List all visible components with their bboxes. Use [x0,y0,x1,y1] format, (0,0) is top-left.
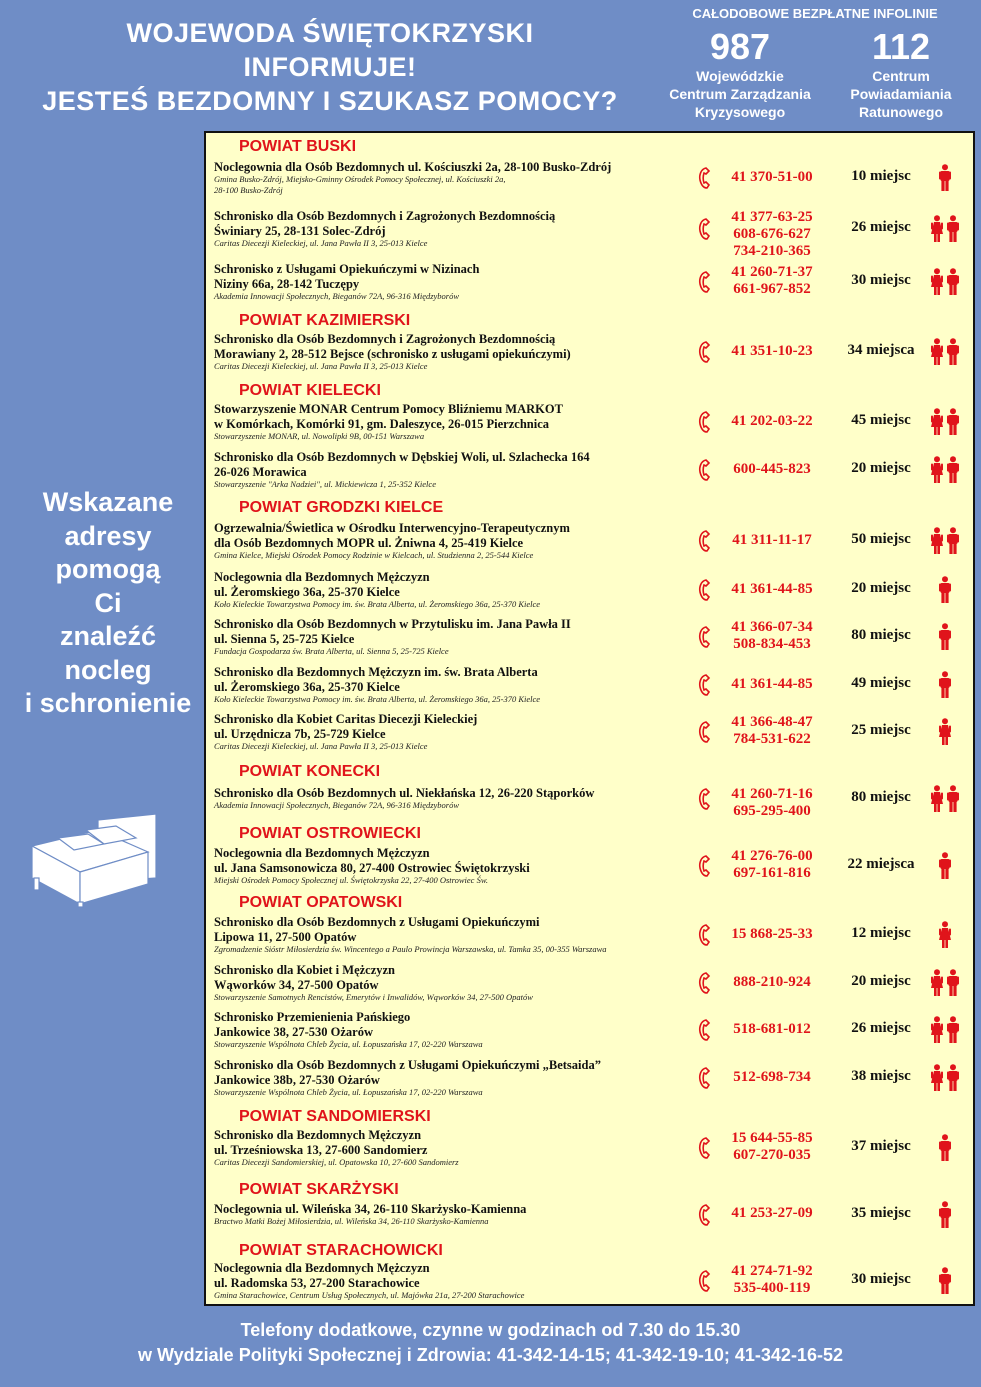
shelter-entry [206,1058,973,1098]
phone-number[interactable]: 41 276-76-00 [731,848,813,864]
phone-number[interactable]: 607-270-035 [733,1147,811,1163]
shelter-name [214,402,679,432]
shelter-name-line: Noclegownia dla Bezdomnych Mężczyzn [214,1261,430,1275]
male-person-icon [926,623,966,651]
places-count: 26 miejsc [851,219,911,235]
shelter-name-line: Noclegownia dla Bezdomnych Mężczyzn [214,846,430,860]
shelter-name [214,617,679,647]
phone-numbers [714,786,830,820]
phone-number[interactable]: 697-161-816 [733,865,811,881]
shelter-name-line: ul. Żeromskiego 36a, 25-370 Kielce [214,680,400,694]
phone-icon [698,459,712,486]
shelter-operator-line: Stowarzyszenie MONAR, ul. Nowolipki 9B, 00-151 Warszawa [214,431,425,441]
phone-icon [698,924,712,951]
phone-icon [698,1067,712,1094]
shelter-operator-line: Koło Kieleckie Towarzystwa Pomocy im. św. Brata Alberta, ul. Żeromskiego 36a, 25-370 Kielce [214,599,541,609]
shelter-name [214,1010,679,1040]
hotline-112 [816,27,981,121]
phone-number[interactable]: 15 868-25-33 [731,926,813,942]
shelter-entry [206,209,973,259]
female-person-icon [926,921,966,949]
side-text-line: i schronienie [24,688,192,718]
hotline-desc-line: Centrum Zarządzania [669,86,811,102]
shelter-operator [214,1290,679,1301]
places-count: 35 miejsc [851,1205,911,1221]
phone-icon [698,579,712,606]
places-count: 45 miejsc [851,412,911,428]
both-person-icon [926,1064,966,1092]
phone-number[interactable]: 41 260-71-37 [731,264,813,280]
footer [0,1318,981,1368]
phone-numbers [714,1130,830,1164]
infolines-heading: CAŁODOBOWE BEZPŁATNE INFOLINIE [692,6,938,21]
shelter-name-line: Morawiany 2, 28-512 Bejsce (schronisko z usługami opiekuńczymi) [214,347,571,361]
shelter-name-line: ul. Jana Samsonowicza 80, 27-400 Ostrowiec Świętokrzyski [214,861,530,875]
footer-line: Telefony dodatkowe, czynne w godzinach od 7.30 do 15.30 [240,1320,741,1340]
phone-number[interactable]: 41 377-63-25 [731,209,813,225]
places-count: 20 miejsc [851,580,911,596]
section-heading: POWIAT KAZIMIERSKI [239,312,411,329]
shelter-name-line: Lipowa 11, 27-500 Opatów [214,930,357,944]
both-person-icon [926,338,966,366]
shelter-entry [206,786,973,819]
places-count: 26 miejsc [851,1020,911,1036]
phone-numbers [714,1263,830,1297]
shelter-name [214,712,679,742]
female-person-icon [926,718,966,746]
shelter-entry [206,617,973,657]
phone-numbers [714,848,830,882]
shelter-name-line: Jankowice 38b, 27-530 Ożarów [214,1073,380,1087]
phone-numbers [714,532,830,549]
phone-number[interactable]: 41 274-71-92 [731,1263,813,1279]
hotline-desc-line: Kryzysowego [694,104,786,120]
shelter-entry [206,1261,973,1301]
shelter-entry [206,963,973,1003]
shelter-operator [214,361,679,372]
phone-number[interactable]: 535-400-119 [733,1280,811,1296]
section-heading: POWIAT KONECKI [239,763,381,780]
places-count: 50 miejsc [851,531,911,547]
phone-numbers [714,461,830,478]
section-heading: POWIAT KIELECKI [239,382,381,399]
phone-icon [698,530,712,557]
side-text-line: pomogą [55,554,161,584]
shelter-name-line: Wąworków 34, 27-500 Opatów [214,978,379,992]
shelter-name [214,963,679,993]
shelter-entry [206,521,973,561]
shelter-name-line: Schronisko z Usługami Opiekuńczymi w Nizinach [214,262,480,276]
section-heading: POWIAT STARACHOWICKI [239,1242,443,1259]
shelter-operator-line: Zgromadzenie Sióstr Miłosierdzia św. Wincentego a Paulo Prowincja Warszawska, ul. Tamka 35, 00-355 Warszawa [214,944,607,954]
shelter-entry [206,160,973,196]
phone-icon [698,1019,712,1046]
hotline-number: 112 [871,26,931,67]
shelter-name [214,209,679,239]
shelter-name-line: ul. Trześniowska 13, 27-600 Sandomierz [214,1143,428,1157]
shelter-list-panel [204,131,975,1306]
phone-number[interactable]: 734-210-365 [733,243,811,259]
male-person-icon [926,164,966,192]
both-person-icon [926,456,966,484]
shelter-operator-line: Akademia Innowacji Społecznych, Bieganów 72A, 96-316 Międzyborów [214,291,460,301]
shelter-operator [214,1087,679,1098]
shelter-name [214,665,679,695]
places-count: 20 miejsc [851,460,911,476]
shelter-name-line: Schronisko dla Bezdomnych Mężczyzn im. św. Brata Alberta [214,665,538,679]
shelter-operator-line: Gmina Starachowice, Centrum Usług Społecznych, ul. Majówka 21a, 27-200 Starachowice [214,1290,525,1300]
phone-numbers [714,209,830,260]
places-count: 49 miejsc [851,675,911,691]
places-count: 30 miejsc [851,272,911,288]
shelter-entry [206,570,973,610]
section-heading: POWIAT OPATOWSKI [239,894,403,911]
shelter-name-line: Stowarzyszenie MONAR Centrum Pomocy Bliźniemu MARKOT [214,402,563,416]
shelter-name-line: Schronisko Przemienienia Pańskiego [214,1010,411,1024]
shelter-name [214,1058,679,1088]
hotline-desc-line: Powiadamiania [850,86,952,102]
phone-number[interactable]: 15 644-55-85 [731,1130,813,1146]
title-line: WOJEWODA ŚWIĘTOKRZYSKI [126,18,534,48]
phone-icon [698,788,712,815]
shelter-name-line: Schronisko dla Kobiet Caritas Diecezji Kieleckiej [214,712,478,726]
shelter-entry [206,1128,973,1168]
both-person-icon [926,1016,966,1044]
hotline-desc-line: Ratunowego [859,104,943,120]
shelter-operator [214,1157,679,1168]
shelter-name-line: Schronisko dla Osób Bezdomnych z Usługami Opiekuńczymi „Betsaida” [214,1058,601,1072]
male-person-icon [926,576,966,604]
phone-icon [698,855,712,882]
page-title [10,16,650,118]
title-line: JESTEŚ BEZDOMNY I SZUKASZ POMOCY? [42,86,618,116]
phone-icon [698,411,712,438]
places-count: 80 miejsc [851,789,911,805]
shelter-entry [206,712,973,752]
phone-icon [698,218,712,245]
shelter-operator [214,431,679,442]
male-person-icon [926,671,966,699]
shelter-entry [206,262,973,302]
phone-number[interactable]: 888-210-924 [733,974,811,990]
shelter-name [214,160,679,175]
shelter-entry [206,846,973,886]
shelter-operator-line: Caritas Diecezji Kieleckiej, ul. Jana Pawła II 3, 25-013 Kielce [214,361,428,371]
shelter-operator-line: Stowarzyszenie "Arka Nadziei", ul. Mickiewicza 1, 25-352 Kielce [214,479,436,489]
both-person-icon [926,215,966,243]
phone-number[interactable]: 784-531-622 [733,731,811,747]
shelter-name-line: Noclegownia dla Osób Bezdomnych ul. Kościuszki 2a, 28-100 Busko-Zdrój [214,160,612,174]
shelter-operator [214,238,679,249]
section-heading: POWIAT SKARŻYSKI [239,1181,399,1198]
phone-number[interactable]: 608-676-627 [733,226,811,242]
places-count: 80 miejsc [851,627,911,643]
phone-number[interactable]: 41 370-51-00 [731,169,813,185]
shelter-name-line: ul. Żeromskiego 36a, 25-370 Kielce [214,585,400,599]
phone-number[interactable]: 41 366-07-34 [731,619,813,635]
shelter-operator [214,599,679,610]
footer-line: w Wydziale Polityki Społecznej i Zdrowia: 41-342-14-15; 41-342-19-10; 41-342-16-52 [138,1345,843,1365]
phone-icon [698,626,712,653]
hotline-987 [655,27,825,121]
phone-numbers [714,1069,830,1086]
shelter-operator [214,479,679,490]
side-text-line: Ci [94,587,122,618]
section-heading: POWIAT OSTROWIECKI [239,825,421,842]
shelter-name-line: Schronisko dla Osób Bezdomnych w Dębskiej Woli, ul. Szlachecka 164 [214,450,590,464]
shelter-name-line: Schronisko dla Bezdomnych Mężczyzn [214,1128,422,1142]
phone-number[interactable]: 41 351-10-23 [731,343,813,359]
shelter-entry [206,332,973,372]
shelter-operator-line: Gmina Busko-Zdrój, Miejsko-Gminny Ośrodek Pomocy Społecznej, ul. Kościuszki 2a, [214,174,506,184]
shelter-name-line: Jankowice 38, 27-530 Ożarów [214,1025,374,1039]
hotline-number: 987 [709,26,771,67]
phone-number[interactable]: 512-698-734 [733,1069,811,1085]
phone-number[interactable]: 518-681-012 [733,1021,811,1037]
shelter-operator [214,694,679,705]
phone-icon [698,674,712,701]
shelter-operator-line: Koło Kieleckie Towarzystwa Pomocy im. św. Brata Alberta, ul. Żeromskiego 36a, 25-370 Kielce [214,694,541,704]
phone-number[interactable]: 661-967-852 [733,281,811,297]
phone-numbers [714,619,830,653]
shelter-name [214,262,679,292]
places-count: 10 miejsc [851,168,911,184]
male-person-icon [926,852,966,880]
phone-number[interactable]: 41 361-44-85 [731,581,813,597]
male-person-icon [926,1267,966,1295]
phone-numbers [714,1021,830,1038]
side-text-line: znaleźć [59,621,157,651]
shelter-operator [214,741,679,752]
shelter-operator-line: Bractwo Matki Bożej Miłosierdzia, ul. Wileńska 34, 26-110 Skarżysko-Kamienna [214,1216,489,1226]
phone-number[interactable]: 41 260-71-16 [731,786,813,802]
places-count: 25 miejsc [851,722,911,738]
phone-numbers [714,714,830,748]
shelter-operator [214,291,679,302]
shelter-name [214,786,679,801]
shelter-operator-line: Gmina Kielce, Miejski Ośrodek Pomocy Rodzinie w Kielcach, ul. Studzienna 2, 25-544 Kielce [214,550,534,560]
shelter-name [214,521,679,551]
phone-icon [698,167,712,194]
phone-icon [698,1137,712,1164]
shelter-name-line: Noclegownia ul. Wileńska 34, 26-110 Skarżysko-Kamienna [214,1202,527,1216]
both-person-icon [926,268,966,296]
shelter-operator-line: 28-100 Busko-Zdrój [214,185,283,195]
phone-numbers [714,343,830,360]
shelter-name [214,1128,679,1158]
shelter-operator [214,550,679,561]
phone-number[interactable]: 695-295-400 [733,803,811,819]
bed-icon [28,808,163,908]
both-person-icon [926,785,966,813]
shelter-name-line: Schronisko dla Osób Bezdomnych w Przytulisku im. Jana Pawła II [214,617,571,631]
places-count: 20 miejsc [851,973,911,989]
shelter-entry [206,1010,973,1050]
hotline-desc [816,67,981,121]
phone-number[interactable]: 41 311-11-17 [732,532,812,548]
shelter-entry [206,1202,973,1227]
shelter-name-line: Noclegownia dla Bezdomnych Mężczyzn [214,570,430,584]
shelter-name-line: dla Osób Bezdomnych MOPR ul. Żniwna 4, 25-419 Kielce [214,536,524,550]
phone-icon [698,972,712,999]
hotline-desc-line: Centrum [872,68,930,84]
shelter-name [214,915,679,945]
side-text-line: adresy [64,520,152,551]
shelter-entry [206,450,973,490]
shelter-operator [214,1039,679,1050]
both-person-icon [926,408,966,436]
shelter-name [214,1202,679,1217]
shelter-name [214,846,679,876]
shelter-name [214,450,679,480]
phone-icon [698,341,712,368]
phone-icon [698,1204,712,1231]
side-text-line: Wskazane [42,487,174,517]
phone-number[interactable]: 41 253-27-09 [731,1205,813,1221]
shelter-operator [214,875,679,886]
side-text [8,486,208,721]
shelter-name-line: w Komórkach, Komórki 91, gm. Daleszyce, 26-015 Pierzchnica [214,417,550,431]
places-count: 34 miejsca [847,342,915,358]
shelter-name-line: Świniary 25, 28-131 Solec-Zdrój [214,224,386,238]
shelter-name-line: Schronisko dla Osób Bezdomnych ul. Niekłańska 12, 26-220 Stąporków [214,786,595,800]
shelter-operator [214,944,679,955]
shelter-name-line: 26-026 Morawica [214,465,307,479]
places-count: 37 miejsc [851,1138,911,1154]
phone-icon [698,271,712,298]
phone-number[interactable]: 508-834-453 [733,636,811,652]
phone-number[interactable]: 41 361-44-85 [731,676,813,692]
phone-numbers [714,926,830,943]
shelter-operator-line: Stowarzyszenie Wspólnota Chleb Życia, ul. Łopuszańska 17, 02-220 Warszawa [214,1087,483,1097]
shelter-entry [206,915,973,955]
title-line: INFORMUJE! [243,52,417,82]
phone-numbers [714,974,830,991]
phone-icon [698,721,712,748]
phone-numbers [714,413,830,430]
shelter-name [214,332,679,362]
side-text-line: nocleg [64,654,152,685]
shelter-operator-line: Stowarzyszenie Wspólnota Chleb Życia, ul. Łopuszańska 17, 02-220 Warszawa [214,1039,483,1049]
hotline-desc [655,67,825,121]
shelter-operator [214,174,679,196]
shelter-name-line: Schronisko dla Osób Bezdomnych z Usługami Opiekuńczymi [214,915,540,929]
male-person-icon [926,1201,966,1229]
shelter-name-line: Schronisko dla Osób Bezdomnych i Zagrożonych Bezdomnością [214,332,556,346]
shelter-operator-line: Caritas Diecezji Sandomierskiej, ul. Opatowska 10, 27-600 Sandomierz [214,1157,459,1167]
phone-numbers [714,169,830,186]
section-heading: POWIAT GRODZKI KIELCE [239,499,444,516]
shelter-operator-line: Akademia Innowacji Społecznych, Bieganów 72A, 96-316 Międzyborów [214,800,460,810]
phone-icon [698,1270,712,1297]
shelter-name-line: Schronisko dla Kobiet i Mężczyzn [214,963,396,977]
shelter-operator-line: Caritas Diecezji Kieleckiej, ul. Jana Pawła II 3, 25-013 Kielce [214,238,428,248]
shelter-name-line: ul. Radomska 53, 27-200 Starachowice [214,1276,420,1290]
hotline-desc-line: Wojewódzkie [696,68,784,84]
phone-number[interactable]: 41 202-03-22 [731,413,813,429]
shelter-operator-line: Fundacja Gospodarza św. Brata Alberta, ul. Sienna 5, 25-725 Kielce [214,646,449,656]
shelter-name-line: ul. Urzędnicza 7b, 25-729 Kielce [214,727,386,741]
both-person-icon [926,527,966,555]
shelter-operator [214,646,679,657]
phone-number[interactable]: 600-445-823 [733,461,811,477]
shelter-operator [214,1216,679,1227]
places-count: 38 miejsc [851,1068,911,1084]
both-person-icon [926,969,966,997]
phone-numbers [714,1205,830,1222]
places-count: 22 miejsca [847,856,915,872]
male-person-icon [926,1134,966,1162]
shelter-name-line: ul. Sienna 5, 25-725 Kielce [214,632,355,646]
shelter-name-line: Ogrzewalnia/Świetlica w Ośrodku Interwencyjno-Terapeutycznym [214,521,570,535]
shelter-operator-line: Miejski Ośrodek Pomocy Społecznej ul. Świętokrzyska 22, 27-400 Ostrowiec Św. [214,875,488,885]
phone-numbers [714,581,830,598]
places-count: 30 miejsc [851,1271,911,1287]
phone-number[interactable]: 41 366-48-47 [731,714,813,730]
phone-numbers [714,676,830,693]
shelter-name-line: Niziny 66a, 28-142 Tuczępy [214,277,360,291]
shelter-operator [214,800,679,811]
shelter-entry [206,665,973,705]
shelter-operator-line: Caritas Diecezji Kieleckiej, ul. Jana Pawła II 3, 25-013 Kielce [214,741,428,751]
section-heading: POWIAT BUSKI [239,138,357,155]
shelter-name [214,570,679,600]
section-heading: POWIAT SANDOMIERSKI [239,1108,431,1125]
phone-numbers [714,264,830,298]
shelter-entry [206,402,973,442]
shelter-name [214,1261,679,1291]
shelter-name-line: Schronisko dla Osób Bezdomnych i Zagrożonych Bezdomnością [214,209,556,223]
shelter-operator [214,992,679,1003]
places-count: 12 miejsc [851,925,911,941]
shelter-operator-line: Stowarzyszenie Samotnych Rencistów, Emerytów i Inwalidów, Wąworków 34, 27-500 Opatów [214,992,533,1002]
